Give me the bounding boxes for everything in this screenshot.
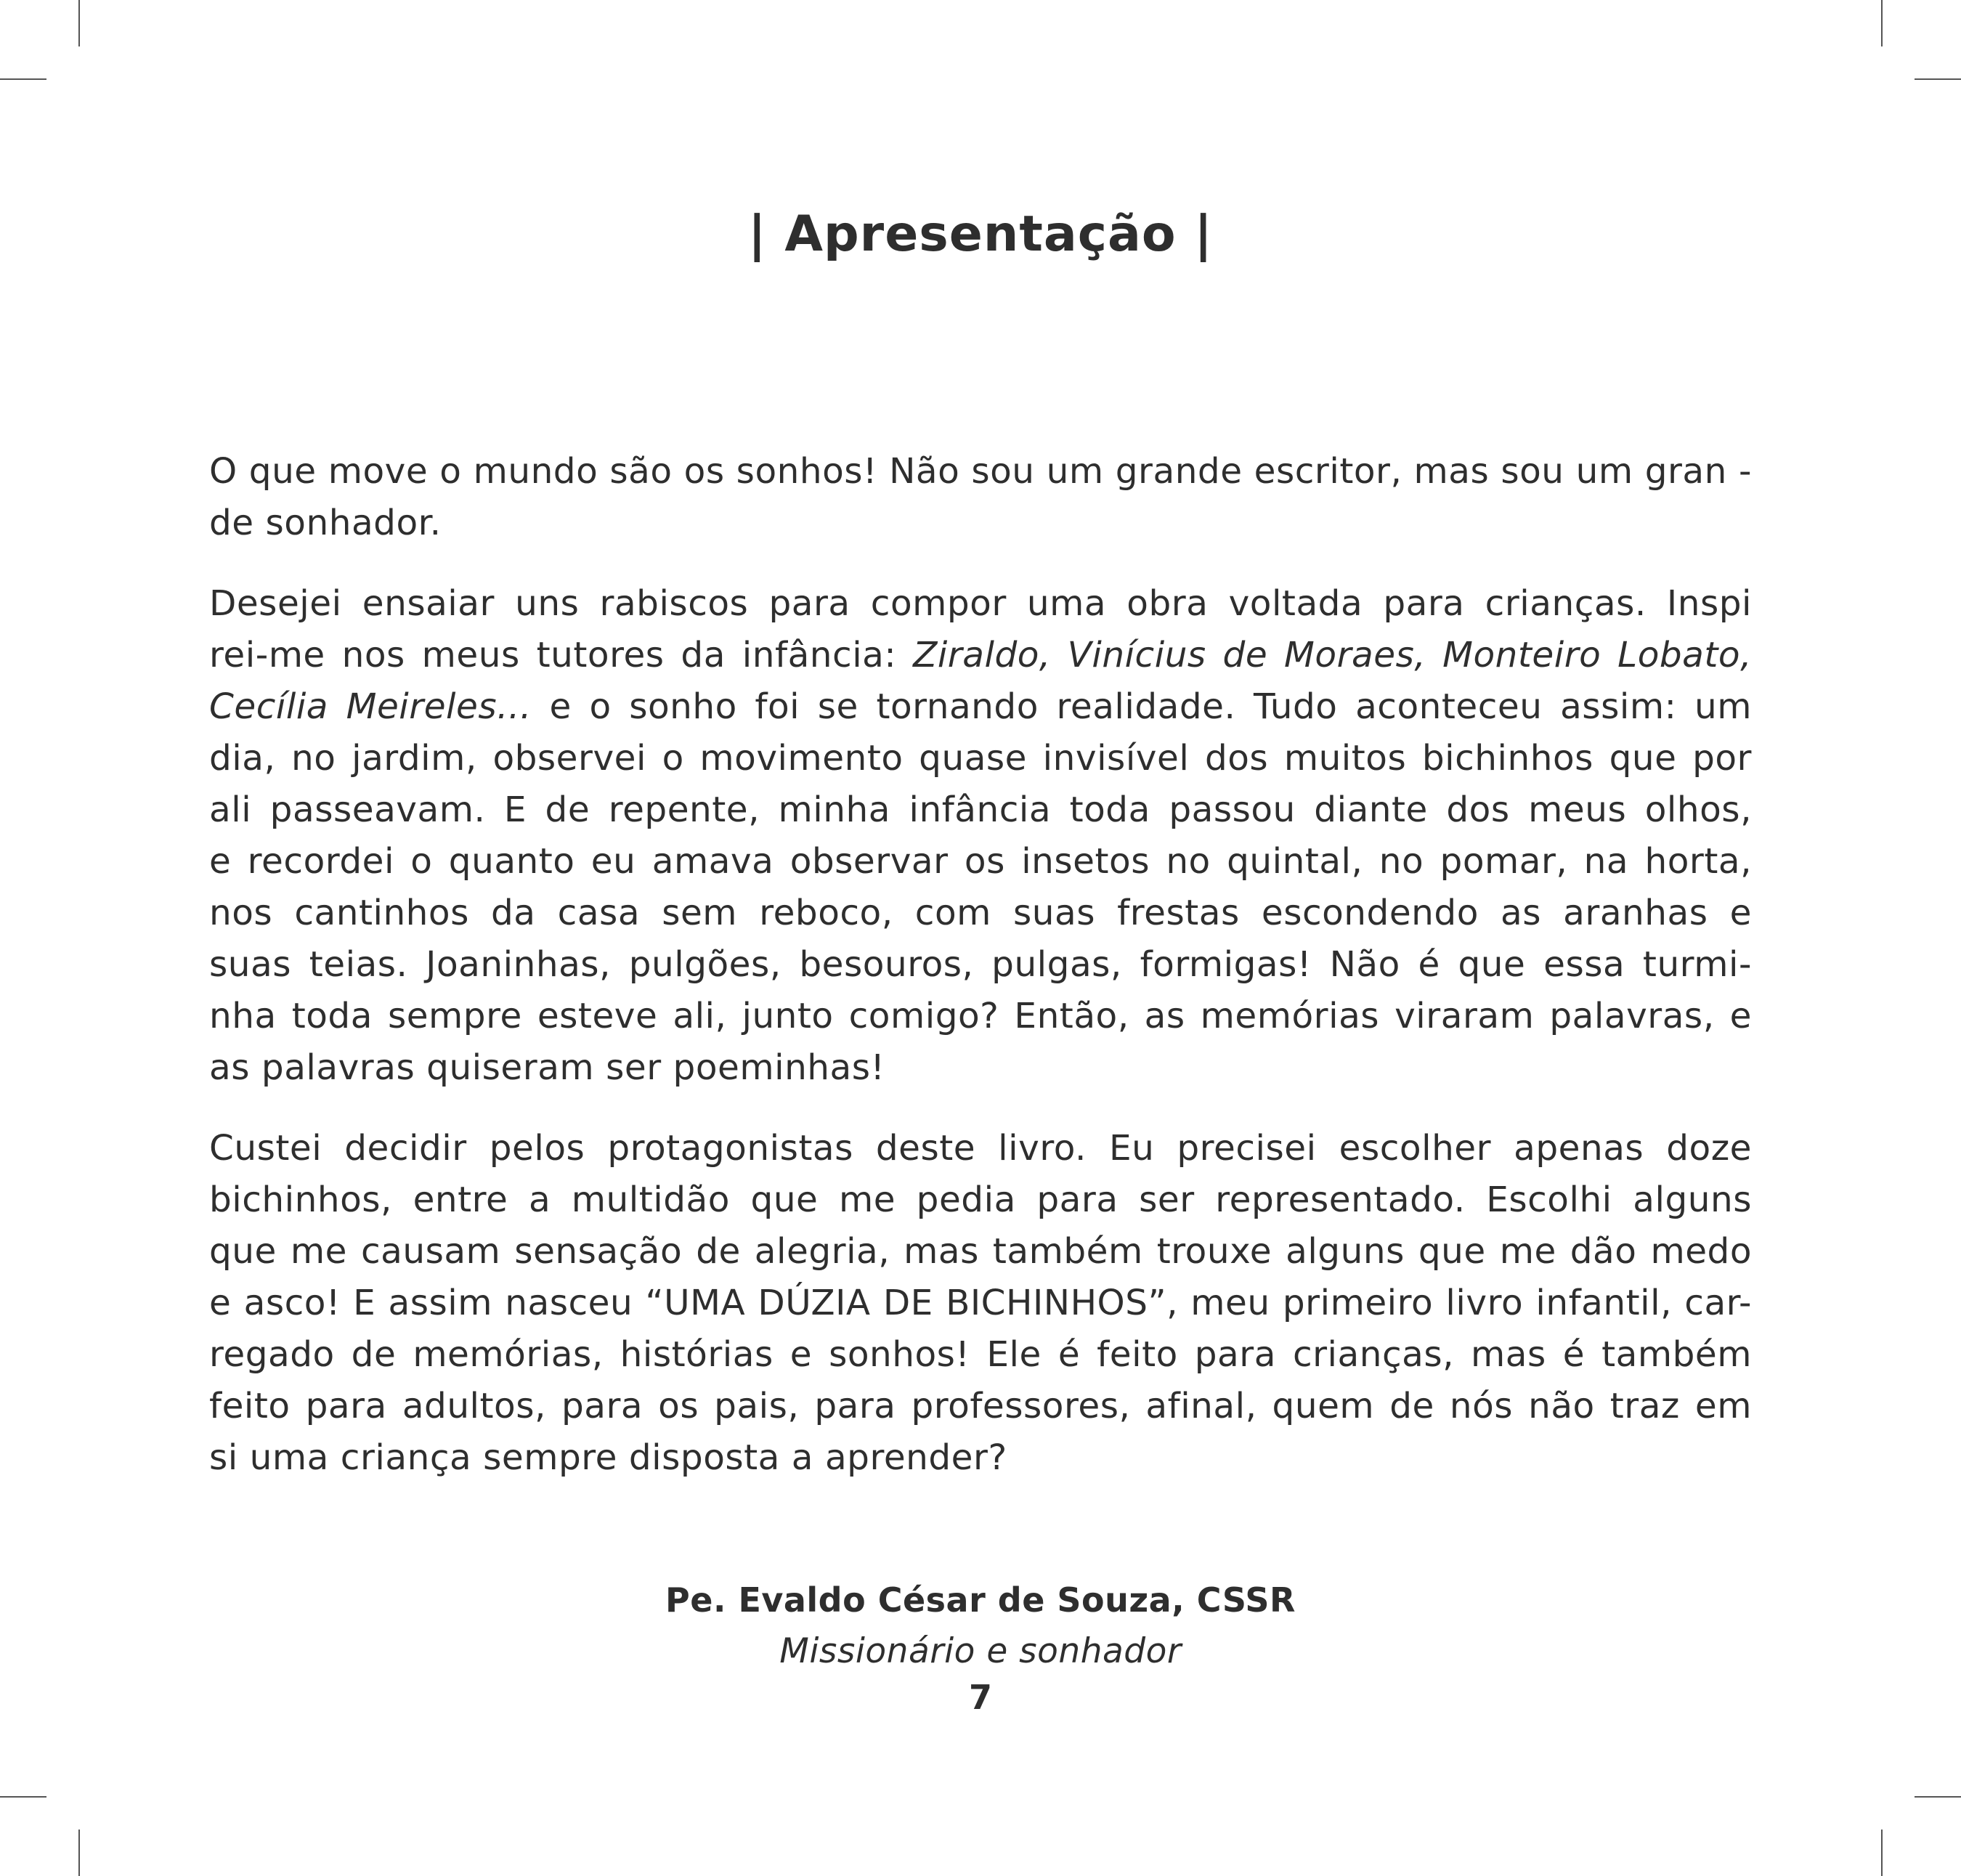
paragraph-line: si uma criança sempre disposta a aprender? [209,1437,1007,1478]
paragraph-line: de sonhador. [209,503,442,543]
paragraph-line: dia, no jardim, observei o movimento quase invisível dos muitos bichinhos que por [209,738,1752,779]
paragraph-line: Custei decidir pelos protagonistas deste livro. Eu precisei escolher apenas doze [209,1128,1752,1169]
paragraph-line [209,681,1752,733]
author-role: Missionário e sonhador [779,1631,1182,1671]
paragraph-line: suas teias. Joaninhas, pulgões, besouros, pulgas, formigas! Não é que essa turmi- [209,944,1752,985]
author-names-italic: Cecília Meireles... [209,686,532,727]
paragraph-line [209,630,1752,681]
paragraph-line: as palavras quiseram ser poeminhas! [209,1047,885,1088]
paragraph-line: e asco! E assim nasceu “UMA DÚZIA DE BICHINHOS”, meu primeiro livro infantil, car- [209,1283,1752,1323]
crop-mark-top-left-horizontal [0,78,46,80]
crop-mark-bottom-left-horizontal [0,1796,46,1798]
paragraph-1 [209,446,1752,549]
paragraph-3 [209,1123,1752,1484]
line-text: rei-me nos meus tutores da infância: [209,635,914,675]
paragraph-2 [209,578,1752,1094]
crop-mark-top-right-horizontal [1915,78,1961,80]
paragraph-line: nos cantinhos da casa sem reboco, com suas frestas escondendo as aranhas e [209,893,1752,933]
signature-block [0,1575,1961,1678]
crop-mark-top-right-vertical [1881,0,1883,46]
paragraph-line: feito para adultos, para os pais, para professores, afinal, quem de nós não traz em [209,1386,1752,1426]
paragraph-line: regado de memórias, histórias e sonhos! Ele é feito para crianças, mas é também [209,1334,1752,1375]
author-name: Pe. Evaldo César de Souza, CSSR [665,1580,1296,1620]
paragraph-line: O que move o mundo são os sonhos! Não sou um grande escritor, mas sou um gran - [209,451,1752,492]
line-text: e o sonho foi se tornando realidade. Tudo aconteceu assim: um [531,686,1752,727]
crop-mark-bottom-right-vertical [1881,1830,1883,1876]
paragraph-line: que me causam sensação de alegria, mas também trouxe alguns que me dão medo [209,1231,1752,1272]
crop-mark-bottom-right-horizontal [1915,1796,1961,1798]
author-names-italic: Ziraldo, Vinícius de Moraes, Monteiro Lobato, [913,635,1752,675]
paragraph-line: Desejei ensaiar uns rabiscos para compor uma obra voltada para crianças. Inspi [209,583,1752,624]
paragraph-line: ali passeavam. E de repente, minha infância toda passou diante dos meus olhos, [209,789,1752,830]
crop-mark-bottom-left-vertical [78,1830,80,1876]
paragraph-line: bichinhos, entre a multidão que me pedia para ser representado. Escolhi alguns [209,1179,1752,1220]
body-text [209,446,1752,1513]
paragraph-line: nha toda sempre esteve ali, junto comigo? Então, as memórias viraram palavras, e [209,996,1752,1036]
page-number: 7 [968,1678,992,1717]
page-title: | Apresentação | [747,206,1214,263]
paragraph-line: e recordei o quanto eu amava observar os insetos no quintal, no pomar, na horta, [209,841,1752,882]
crop-mark-top-left-vertical [78,0,80,46]
